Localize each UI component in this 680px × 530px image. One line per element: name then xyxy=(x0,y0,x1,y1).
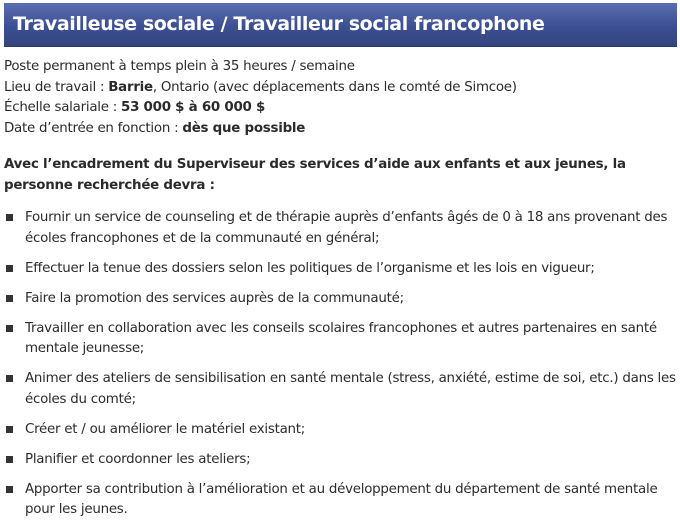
work-location xyxy=(4,78,517,99)
bullet-icon xyxy=(6,426,13,433)
duty-text: Faire la promotion des services auprès de la communauté; xyxy=(25,290,404,306)
location-label: Lieu de travail : xyxy=(4,79,109,95)
start-date-label: Date d’entrée en fonction : xyxy=(4,120,183,136)
position-type: Poste permanent à temps plein à 35 heures / semaine xyxy=(4,59,355,74)
duty-text: Effectuer la tenue des dossiers selon les politiques de l’organisme et les lois en vigueur; xyxy=(25,260,595,276)
list-item xyxy=(4,319,676,360)
bullet-icon xyxy=(6,325,13,332)
duty-text: Apporter sa contribution à l’amélioration et au développement du département de santé mentale pour les jeunes. xyxy=(25,481,658,517)
location-details: , Ontario (avec déplacements dans le comté de Simcoe) xyxy=(152,79,517,95)
salary-scale xyxy=(4,98,517,119)
list-item xyxy=(4,450,676,471)
job-title: Travailleuse sociale / Travailleur social francophone xyxy=(13,13,545,35)
location-value: Barrie xyxy=(108,79,153,95)
bullet-icon xyxy=(6,486,13,493)
bullet-icon xyxy=(6,295,13,302)
list-item xyxy=(4,289,676,310)
list-item xyxy=(4,208,676,249)
duties-intro: Avec l’encadrement du Superviseur des services d’aide aux enfants et aux jeunes, la personne recherchée devra : xyxy=(4,157,626,193)
duties-list xyxy=(4,208,676,530)
duty-text: Planifier et coordonner les ateliers; xyxy=(25,451,251,467)
salary-value: 53 000 $ à 60 000 $ xyxy=(121,100,266,115)
list-item xyxy=(4,480,676,521)
duty-text: Travailler en collaboration avec les conseils scolaires francophones et autres partenaires en santé mentale jeunesse; xyxy=(25,320,657,356)
list-item xyxy=(4,420,676,441)
list-item xyxy=(4,259,676,280)
job-info xyxy=(4,57,517,139)
bullet-icon xyxy=(6,265,13,272)
start-date-value: dès que possible xyxy=(182,120,306,136)
list-item xyxy=(4,369,676,410)
job-title-banner xyxy=(4,3,677,47)
duty-text: Créer et / ou améliorer le matériel existant; xyxy=(25,421,306,437)
bullet-icon xyxy=(6,456,13,463)
bullet-icon xyxy=(6,375,13,382)
bullet-icon xyxy=(6,214,13,221)
duty-text: Fournir un service de counseling et de thérapie auprès d’enfants âgés de 0 à 18 ans provenant des écoles francophones et de la communauté en général; xyxy=(25,210,668,246)
start-date xyxy=(4,119,517,140)
duty-text: Animer des ateliers de sensibilisation en santé mentale (stress, anxiété, estime de soi, etc.) dans les écoles du comté; xyxy=(25,371,676,407)
salary-label: Échelle salariale : xyxy=(4,100,122,115)
